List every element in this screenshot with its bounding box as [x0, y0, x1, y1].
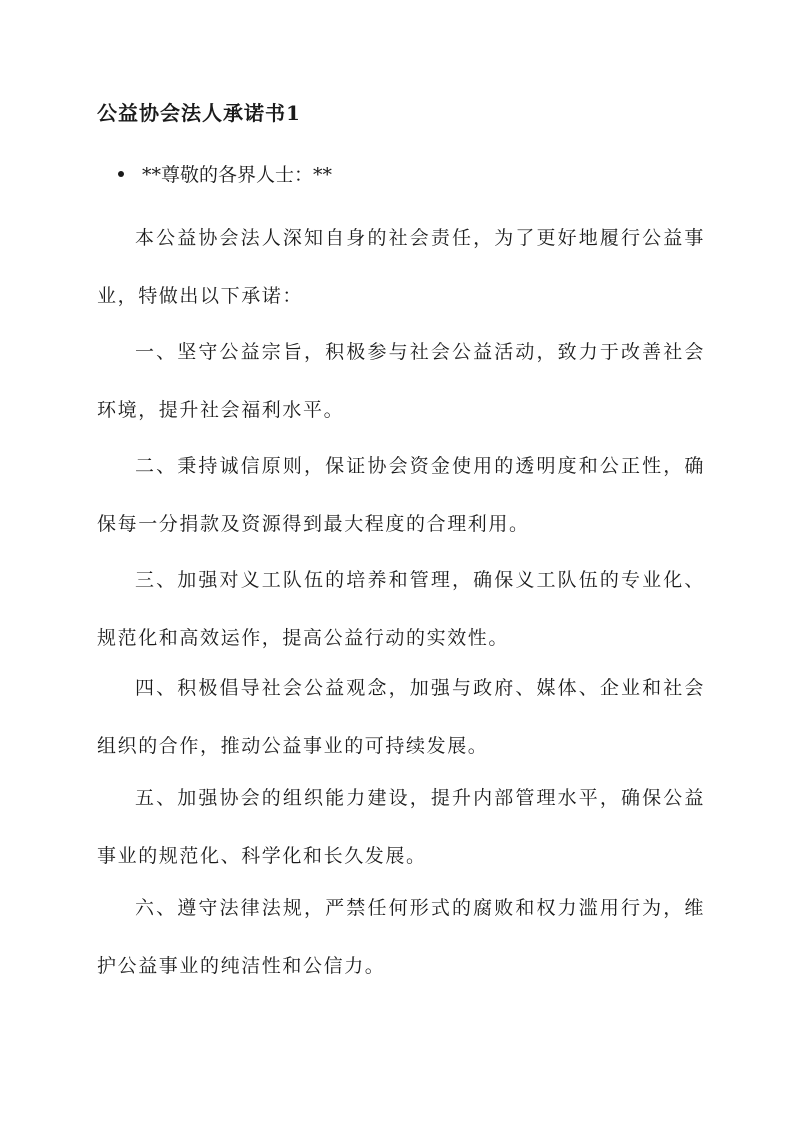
- pledge-paragraph-4: 四、积极倡导社会公益观念，加强与政府、媒体、企业和社会组织的合作，推动公益事业的可持续发展。: [97, 677, 705, 757]
- salutation-text: **尊敬的各界人士：**: [142, 164, 333, 186]
- bullet-icon: [118, 171, 124, 177]
- pledge-paragraph-5: 五、加强协会的组织能力建设，提升内部管理水平，确保公益事业的规范化、科学化和长久发展。: [97, 787, 705, 867]
- pledge-paragraph-1: 一、坚守公益宗旨，积极参与社会公益活动，致力于改善社会环境，提升社会福利水平。: [97, 341, 705, 421]
- salutation-bullet-item: [118, 160, 332, 187]
- intro-paragraph: 本公益协会法人深知自身的社会责任，为了更好地履行公益事业，特做出以下承诺：: [97, 227, 705, 307]
- pledge-paragraph-2: 二、秉持诚信原则，保证协会资金使用的透明度和公正性，确保每一分捐款及资源得到最大程度的合理利用。: [97, 455, 705, 535]
- document-title: 公益协会法人承诺书1: [97, 101, 301, 125]
- pledge-paragraph-3: 三、加强对义工队伍的培养和管理，确保义工队伍的专业化、规范化和高效运作，提高公益行动的实效性。: [97, 569, 705, 649]
- pledge-paragraph-6: 六、遵守法律法规，严禁任何形式的腐败和权力滥用行为，维护公益事业的纯洁性和公信力。: [97, 897, 705, 977]
